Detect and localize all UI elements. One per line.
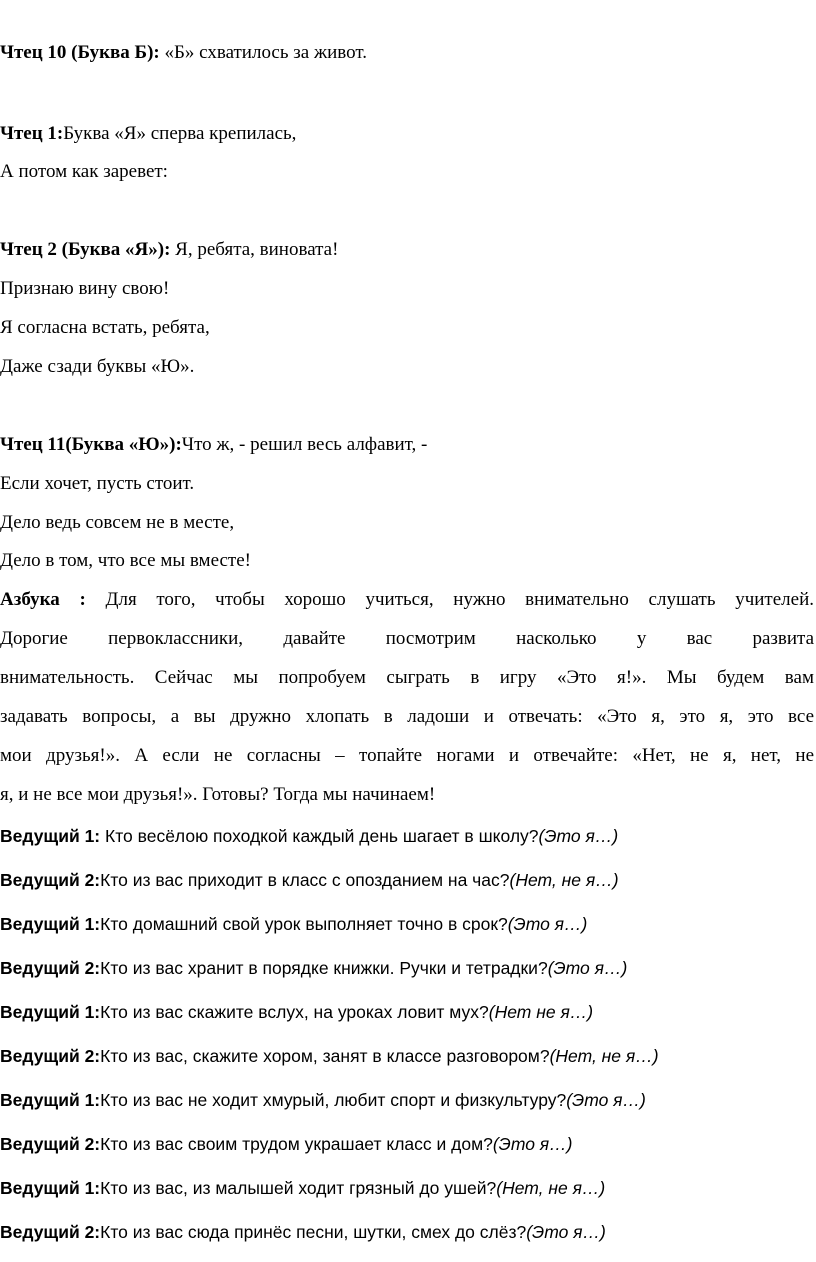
reader-11-line-1 — [0, 434, 427, 456]
answer-text: (Это я…) — [547, 958, 628, 978]
answer-text: (Это я…) — [538, 826, 619, 846]
speaker-label: Чтец 2 (Буква «Я»): — [0, 239, 171, 260]
speaker-label: Ведущий 2: — [0, 1134, 101, 1154]
question-text: Кто из вас, из малышей ходит грязный до ушей? — [100, 1178, 497, 1198]
answer-text: (Это я…) — [526, 1222, 606, 1242]
verse-text: Что ж, - решил весь алфавит, - — [181, 434, 428, 455]
quiz-line — [0, 957, 627, 979]
reader-1-line-1 — [0, 123, 296, 145]
answer-text: (Нет, не я…) — [496, 1178, 606, 1198]
reader-1-line-2: А потом как заревет: — [0, 161, 168, 182]
speaker-label: Чтец 1: — [0, 123, 64, 144]
answer-text: (Это я…) — [492, 1134, 573, 1154]
verse-text: Буква «Я» сперва крепилась, — [63, 123, 297, 144]
azbuka-line-3: внимательность. Сейчас мы попробуем сыграть в игру «Это я!». Мы будем вам — [0, 667, 814, 688]
reader-11-line-4: Дело в том, что все мы вместе! — [0, 550, 251, 571]
quiz-line — [0, 1001, 593, 1023]
reader-10-line — [0, 42, 367, 64]
speaker-label: Чтец 10 (Буква Б): — [0, 42, 160, 63]
reader-2-line-2: Признаю вину свою! — [0, 278, 170, 299]
question-text: Кто из вас сюда принёс песни, шутки, смех до слёз? — [100, 1222, 527, 1242]
verse-text: «Б» схватилось за живот. — [159, 42, 367, 63]
quiz-line — [0, 825, 618, 847]
speaker-label: Ведущий 1: — [0, 1090, 101, 1110]
speaker-label: Ведущий 1: — [0, 1178, 101, 1198]
reader-11-line-3: Дело ведь совсем не в месте, — [0, 512, 235, 533]
question-text: Кто из вас, скажите хором, занят в классе разговором? — [100, 1046, 550, 1066]
speaker-label: Ведущий 1: — [0, 826, 101, 846]
speaker-label: Азбука : — [0, 589, 86, 610]
quiz-line — [0, 1221, 606, 1243]
quiz-line — [0, 1133, 572, 1155]
answer-text: (Нет, не я…) — [509, 870, 619, 890]
speaker-label: Ведущий 2: — [0, 958, 101, 978]
speaker-label: Ведущий 2: — [0, 1222, 101, 1242]
azbuka-line-1 — [0, 589, 814, 611]
azbuka-line-4: задавать вопросы, а вы дружно хлопать в ладоши и отвечать: «Это я, это я, это все — [0, 706, 814, 727]
speaker-label: Ведущий 1: — [0, 914, 101, 934]
answer-text: (Нет, не я…) — [549, 1046, 659, 1066]
question-text: Кто весёлою походкой каждый день шагает в школу? — [100, 826, 539, 846]
paragraph-text: Для того, чтобы хорошо учиться, нужно внимательно слушать учителей. — [85, 589, 814, 610]
reader-2-line-4: Даже сзади буквы «Ю». — [0, 356, 195, 377]
azbuka-line-5: мои друзья!». А если не согласны – топайте ногами и отвечайте: «Нет, не я, нет, не — [0, 745, 814, 766]
question-text: Кто из вас не ходит хмурый, любит спорт и физкультуру? — [100, 1090, 567, 1110]
question-text: Кто домашний свой урок выполняет точно в срок? — [100, 914, 508, 934]
quiz-line — [0, 913, 587, 935]
answer-text: (Это я…) — [507, 914, 588, 934]
question-text: Кто из вас хранит в порядке книжки. Ручки и тетрадки? — [100, 958, 548, 978]
azbuka-line-2: Дорогие первоклассники, давайте посмотрим насколько у вас развита — [0, 628, 814, 649]
question-text: Кто из вас своим трудом украшает класс и дом? — [100, 1134, 493, 1154]
speaker-label: Ведущий 2: — [0, 1046, 101, 1066]
quiz-line — [0, 1045, 659, 1067]
reader-2-line-1 — [0, 239, 338, 261]
reader-11-line-2: Если хочет, пусть стоит. — [0, 473, 195, 494]
quiz-line — [0, 1177, 605, 1199]
quiz-line — [0, 1089, 646, 1111]
answer-text: (Нет не я…) — [488, 1002, 594, 1022]
speaker-label: Чтец 11(Буква «Ю»): — [0, 434, 182, 455]
question-text: Кто из вас приходит в класс с опозданием на час? — [100, 870, 510, 890]
reader-2-line-3: Я согласна встать, ребята, — [0, 317, 210, 338]
speaker-label: Ведущий 1: — [0, 1002, 101, 1022]
question-text: Кто из вас скажите вслух, на уроках ловит мух? — [100, 1002, 489, 1022]
azbuka-line-6: я, и не все мои друзья!». Готовы? Тогда мы начинаем! — [0, 784, 436, 805]
verse-text: Я, ребята, виновата! — [170, 239, 339, 260]
answer-text: (Это я…) — [566, 1090, 646, 1110]
speaker-label: Ведущий 2: — [0, 870, 101, 890]
quiz-line — [0, 869, 619, 891]
